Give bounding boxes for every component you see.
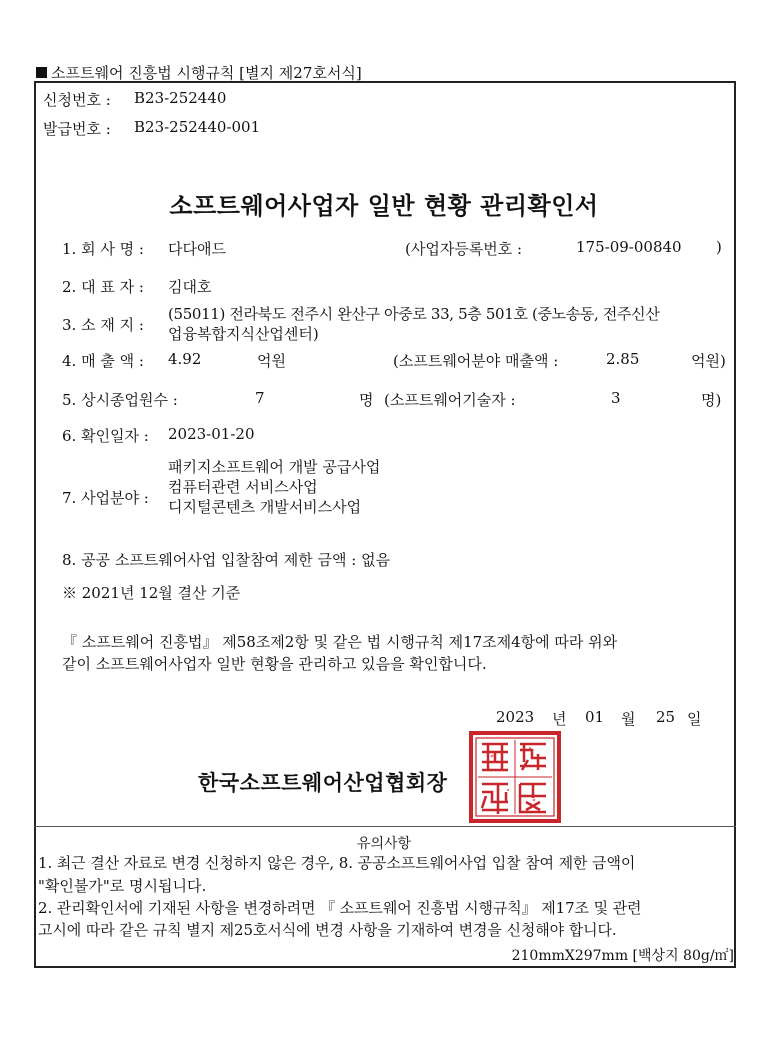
form-reference: 소프트웨어 진흥법 시행규칙 [별지 제27호서식] (36, 62, 362, 83)
official-seal-icon (468, 730, 562, 824)
registration-number: 175-09-00840 (576, 238, 682, 256)
issue-number: B23-252440-001 (134, 118, 261, 136)
address-line-1: (55011) 전라북도 전주시 완산구 아중로 33, 5층 501호 (중노송동, 전주신산 (168, 305, 660, 323)
application-number-label: 신청번호 : (43, 91, 111, 109)
document-title: 소프트웨어사업자 일반 현황 관리확인서 (169, 191, 599, 220)
note-2-line-1: 2. 관리확인서에 기재된 사항을 변경하려면 『 소프트웨어 진흥법 시행규칙』 제17조 및 관련 (38, 899, 642, 917)
issue-month: 01 (585, 708, 605, 726)
issue-day: 25 (656, 708, 676, 726)
software-sales-label: (소프트웨어분야 매출액 : (393, 352, 559, 370)
sales-label: 4. 매 출 액 : (62, 352, 144, 370)
note-1-line-2: "확인불가"로 명시됩니다. (38, 877, 207, 895)
business-area-item: 컴퓨터관련 서비스사업 (168, 478, 318, 496)
issue-year-unit: 년 (552, 710, 567, 728)
issue-day-unit: 일 (687, 710, 702, 728)
paper-specification: 210mmX297mm [백상지 80g/㎡] (511, 948, 734, 964)
registration-number-close: ) (716, 238, 722, 256)
note-1-line-1: 1. 최근 결산 자료로 변경 신청하지 않은 경우, 8. 공공소프트웨어사업 입찰 참여 제한 금액이 (38, 854, 636, 872)
issue-year: 2023 (496, 708, 535, 726)
software-engineers-value: 3 (611, 389, 621, 407)
confirmation-date-label: 6. 확인일자 : (62, 427, 149, 445)
sales-unit: 억원 (257, 352, 286, 370)
company-value: 다다애드 (168, 240, 226, 258)
issue-month-unit: 월 (621, 710, 636, 728)
registration-number-label: (사업자등록번호 : (405, 240, 523, 258)
public-bid-limit: 8. 공공 소프트웨어사업 입찰참여 제한 금액 : 없음 (62, 551, 391, 569)
software-engineers-label: (소프트웨어기술자 : (384, 391, 516, 409)
business-area-item: 디지털콘텐츠 개발서비스사업 (168, 498, 362, 516)
settlement-basis-note: ※ 2021년 12월 결산 기준 (62, 584, 241, 602)
issue-number-label: 발급번호 : (43, 120, 111, 138)
software-sales-unit: 억원) (691, 352, 726, 370)
company-label: 1. 회 사 명 : (62, 240, 144, 258)
application-number: B23-252440 (134, 89, 227, 107)
ceo-value: 김대호 (168, 278, 212, 296)
sales-value: 4.92 (168, 350, 202, 368)
notes-heading: 유의사항 (356, 836, 412, 852)
ceo-label: 2. 대 표 자 : (62, 278, 144, 296)
issuer-name: 한국소프트웨어산업협회장 (198, 771, 448, 795)
employees-label: 5. 상시종업원수 : (62, 391, 178, 409)
business-areas-label: 7. 사업분야 : (62, 489, 149, 507)
confirmation-date-value: 2023-01-20 (168, 425, 255, 443)
address-line-2: 업융복합지식산업센터) (168, 325, 319, 343)
square-bullet-icon (36, 67, 47, 78)
employees-unit: 명 (359, 391, 374, 409)
employees-value: 7 (255, 389, 265, 407)
address-label: 3. 소 재 지 : (62, 316, 144, 334)
note-2-line-2: 고시에 따라 같은 규칙 별지 제25호서식에 변경 사항을 기재하여 변경을 신청해야 합니다. (38, 921, 617, 939)
notes-divider (34, 826, 736, 827)
business-area-item: 패키지소프트웨어 개발 공급사업 (168, 458, 381, 476)
software-engineers-unit: 명) (701, 391, 722, 409)
confirmation-statement-line-1: 『 소프트웨어 진흥법』 제58조제2항 및 같은 법 시행규칙 제17조제4항에 따라 위와 (62, 633, 618, 651)
confirmation-statement-line-2: 같이 소프트웨어사업자 일반 현황을 관리하고 있음을 확인합니다. (62, 655, 487, 673)
software-sales-value: 2.85 (606, 350, 640, 368)
